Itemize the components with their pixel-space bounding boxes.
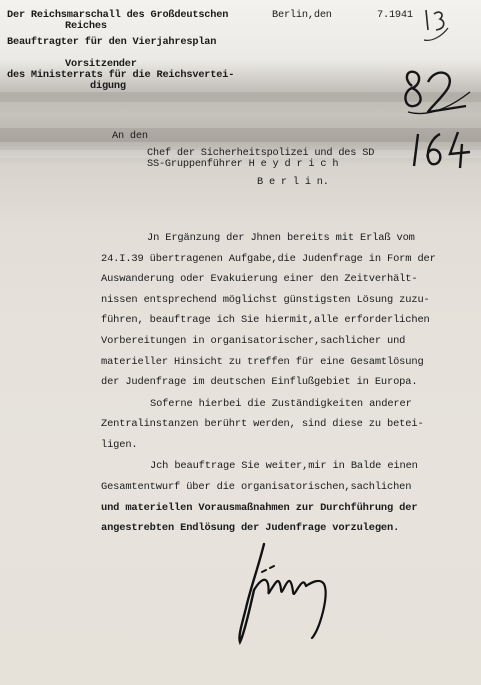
letterhead-line: Beauftragter für den Vierjahresplan: [7, 36, 217, 48]
letterhead-line: des Ministerrats für die Reichsvertei-: [7, 69, 235, 81]
letterhead-line: Der Reichsmarschall des Großdeutschen: [7, 9, 229, 21]
scan-shadow-band: [0, 92, 481, 102]
signature: [228, 538, 340, 646]
body-line: Zentralinstanzen berührt werden, sind diese zu betei-: [101, 418, 424, 430]
body-line: angestrebten Endlösung der Judenfrage vorzulegen.: [101, 522, 400, 534]
letterhead-line: digung: [90, 80, 126, 92]
body-line: und materiellen Vorausmaßnahmen zur Durchführung der: [101, 502, 418, 514]
date-value: 7.1941: [377, 9, 413, 21]
address-salutation: An den: [112, 130, 148, 142]
body-line: Jn Ergänzung der Jhnen bereits mit Erlaß vom: [147, 232, 415, 244]
body-line: Soferne hierbei die Zuständigkeiten anderer: [150, 398, 412, 410]
body-line: materieller Hinsicht zu treffen für eine Gesamtlösung: [101, 356, 424, 368]
body-line: Gesamtentwurf über die organisatorischen,sachlichen: [101, 481, 412, 493]
address-recipient-name: SS-Gruppenführer H e y d r i c h: [147, 158, 339, 170]
body-line: nissen entsprechend möglichst günstigsten Lösung zuzu-: [101, 294, 430, 306]
body-line: Vorbereitungen in organisatorischer,sachlicher und: [101, 335, 406, 347]
body-line: der Judenfrage im deutschen Einflußgebiet in Europa.: [101, 376, 418, 388]
body-line: ligen.: [101, 439, 138, 451]
address-recipient-title: Chef der Sicherheitspolizei und des SD: [147, 147, 375, 159]
body-line: Auswanderung oder Evakuierung einer den Zeitverhält-: [101, 273, 418, 285]
address-city: B e r l i n.: [257, 176, 329, 188]
body-line: Jch beauftrage Sie weiter,mir in Balde einen: [150, 460, 418, 472]
body-line: führen, beauftrage ich Sie hiermit,alle erforderlichen: [101, 314, 430, 326]
date-place: Berlin,den: [272, 9, 332, 21]
body-line: 24.I.39 übertragenen Aufgabe,die Judenfrage in Form der: [101, 253, 436, 265]
letterhead-line: Vorsitzender: [65, 58, 137, 70]
scan-shadow-band: [0, 128, 481, 142]
letterhead-line: Reiches: [65, 20, 107, 32]
